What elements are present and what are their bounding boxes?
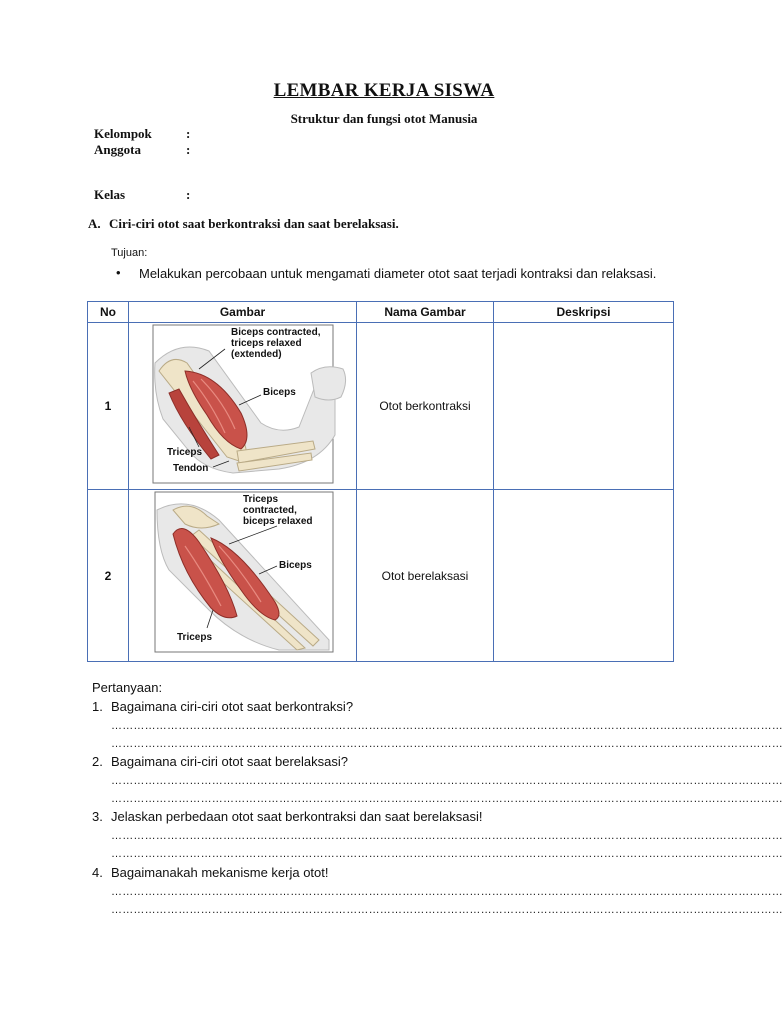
table-header-row	[88, 302, 674, 323]
answer-line[interactable]: ………………………………………………………………………………………………………………………………………………………………	[111, 720, 783, 732]
question-number: 3.	[92, 809, 103, 824]
triceps-label: Triceps	[177, 632, 213, 644]
description-cell[interactable]	[494, 490, 674, 662]
biceps-label: Biceps	[263, 387, 296, 399]
tendon-label: Tendon	[173, 463, 209, 475]
question-number: 1.	[92, 699, 103, 714]
field-label: Kelompok	[94, 126, 152, 141]
answer-line[interactable]: ………………………………………………………………………………………………………………………………………………………………	[111, 738, 783, 750]
biceps-contracted-illustration	[129, 323, 356, 488]
triceps-contracted-illustration	[129, 490, 356, 660]
image-name: Otot berkontraksi	[357, 323, 494, 490]
header-nama-gambar: Nama Gambar	[357, 302, 494, 323]
image-caption-line: triceps relaxed	[231, 338, 302, 350]
answer-line[interactable]: ………………………………………………………………………………………………………………………………………………………………	[111, 848, 783, 860]
image-cell	[129, 323, 357, 490]
header-deskripsi: Deskripsi	[494, 302, 674, 323]
section-a-heading	[88, 216, 399, 232]
question-item	[92, 754, 348, 769]
question-number: 4.	[92, 865, 103, 880]
question-number: 2.	[92, 754, 103, 769]
field-label: Kelas	[94, 187, 126, 202]
header-gambar: Gambar	[129, 302, 357, 323]
biceps-label: Biceps	[279, 560, 312, 572]
image-caption-line: Triceps	[243, 494, 279, 506]
table-row	[88, 323, 674, 490]
answer-line[interactable]: ………………………………………………………………………………………………………………………………………………………………	[111, 793, 783, 805]
questions-heading: Pertanyaan:	[92, 680, 163, 695]
header-no: No	[88, 302, 129, 323]
image-caption-line: (extended)	[231, 349, 282, 361]
table-row	[88, 490, 674, 662]
section-title: Ciri-ciri otot saat berkontraksi dan saat berelaksasi.	[109, 216, 399, 231]
image-caption-line: biceps relaxed	[243, 516, 313, 528]
triceps-label: Triceps	[167, 447, 203, 459]
question-item	[92, 699, 353, 714]
image-name: Otot berelaksasi	[357, 490, 494, 662]
question-text: Jelaskan perbedaan otot saat berkontraksi dan saat berelaksasi!	[111, 809, 483, 824]
question-text: Bagaimana ciri-ciri otot saat berkontraksi?	[111, 699, 354, 714]
question-item	[92, 809, 482, 824]
answer-line[interactable]: ………………………………………………………………………………………………………………………………………………………………	[111, 775, 783, 787]
field-colon: :	[186, 126, 191, 141]
description-cell[interactable]	[494, 323, 674, 490]
tujuan-label: Tujuan:	[111, 247, 148, 259]
page-title: LEMBAR KERJA SISWA	[273, 80, 495, 101]
image-caption-line: Biceps contracted,	[231, 327, 321, 339]
field-kelompok	[94, 126, 191, 142]
worksheet-table	[87, 301, 674, 662]
tujuan-text: Melakukan percobaan untuk mengamati diameter otot saat terjadi kontraksi dan relaksasi.	[139, 266, 657, 281]
section-letter: A.	[88, 216, 101, 231]
answer-line[interactable]: ………………………………………………………………………………………………………………………………………………………………	[111, 904, 783, 916]
field-label: Anggota	[94, 142, 141, 157]
field-colon: :	[186, 187, 191, 202]
answer-line[interactable]: ………………………………………………………………………………………………………………………………………………………………	[111, 886, 783, 898]
answer-line[interactable]: ………………………………………………………………………………………………………………………………………………………………	[111, 830, 783, 842]
field-kelas	[94, 187, 191, 203]
question-item	[92, 865, 329, 880]
row-number: 2	[88, 490, 129, 662]
image-caption-line: contracted,	[243, 505, 297, 517]
field-anggota	[94, 142, 191, 158]
page-subtitle: Struktur dan fungsi otot Manusia	[290, 111, 478, 126]
bullet-icon: •	[116, 265, 121, 280]
field-colon: :	[186, 142, 191, 157]
image-cell	[129, 490, 357, 662]
question-text: Bagaimana ciri-ciri otot saat berelaksasi?	[111, 754, 348, 769]
question-text: Bagaimanakah mekanisme kerja otot!	[111, 865, 329, 880]
row-number: 1	[88, 323, 129, 490]
